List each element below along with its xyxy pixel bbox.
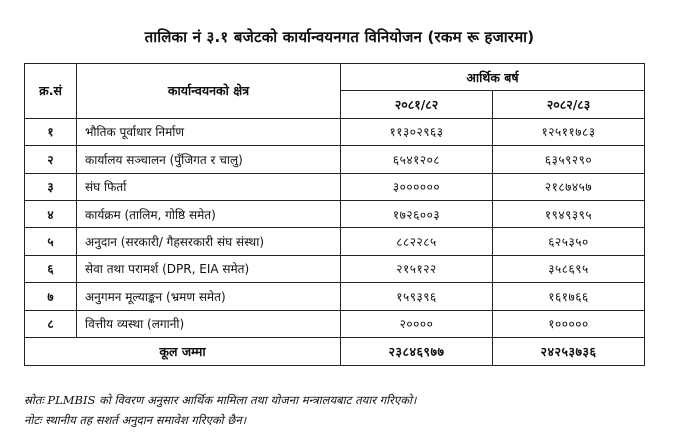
row-year-1-amount: ६५४१२०८ [341, 146, 493, 173]
row-year-1-amount: २०००० [341, 310, 493, 337]
row-year-2-amount: १६१७६६ [493, 283, 645, 310]
row-area: संघ फिर्ता [77, 173, 341, 200]
total-label: कूल जम्मा [25, 337, 341, 365]
row-area: भौतिक पूर्वाधार निर्माण [77, 118, 341, 145]
row-serial: २ [25, 146, 77, 173]
row-serial: ६ [25, 255, 77, 282]
row-year-2-amount: ६३५९२९० [493, 146, 645, 173]
row-serial: ८ [25, 310, 77, 337]
budget-allocation-table [24, 63, 645, 366]
table-row [25, 255, 645, 282]
header-year-2: २०८२/८३ [493, 91, 645, 118]
row-year-2-amount: २१८७४५७ [493, 173, 645, 200]
row-year-2-amount: १००००० [493, 310, 645, 337]
row-area: अनुगमन मूल्याङ्कन (भ्रमण समेत) [77, 283, 341, 310]
row-area: कार्यक्रम (तालिम, गोष्ठि समेत) [77, 200, 341, 227]
row-area: अनुदान (सरकारी/ गैहसरकारी संघ संस्था) [77, 228, 341, 255]
table-title: तालिका नं ३.१ बजेटको कार्यान्वयनगत विनियोजन (रकम रू हजारमा) [144, 28, 535, 46]
row-area: कार्यालय सञ्चालन (पुँजिगत र चालु) [77, 146, 341, 173]
row-serial: ४ [25, 200, 77, 227]
row-year-1-amount: २१५१२२ [341, 255, 493, 282]
row-serial: १ [25, 118, 77, 145]
table-row [25, 146, 645, 173]
row-area: वित्तीय व्यस्था (लगानी) [77, 310, 341, 337]
footnote: नोटः स्थानीय तह सशर्त अनुदान समावेश गरिएको छैन। [24, 413, 247, 427]
row-year-1-amount: ३०००००० [341, 173, 493, 200]
row-year-1-amount: ११३०२९६३ [341, 118, 493, 145]
table-row [25, 200, 645, 227]
table-row [25, 283, 645, 310]
total-year-2-amount: २४२५३७३६ [493, 337, 645, 365]
row-serial: ५ [25, 228, 77, 255]
row-serial: ३ [25, 173, 77, 200]
table-row [25, 228, 645, 255]
table-notes [24, 390, 664, 430]
row-year-2-amount: ६२५३५० [493, 228, 645, 255]
header-fiscal-year: आर्थिक बर्ष [341, 64, 645, 91]
row-year-2-amount: १२५११७८३ [493, 118, 645, 145]
table-row [25, 118, 645, 145]
header-serial: क्र.सं [25, 64, 77, 119]
row-year-2-amount: १९४९३९५ [493, 200, 645, 227]
row-year-1-amount: १५९३९६ [341, 283, 493, 310]
row-year-1-amount: १७२६००३ [341, 200, 493, 227]
row-serial: ७ [25, 283, 77, 310]
header-area: कार्यान्वयनको क्षेत्र [77, 64, 341, 119]
header-year-1: २०८१/८२ [341, 91, 493, 118]
table-row [25, 310, 645, 337]
row-area: सेवा तथा परामर्श (DPR, EIA समेत) [77, 255, 341, 282]
total-row [25, 337, 645, 365]
table-row [25, 173, 645, 200]
total-year-1-amount: २३८४६९७७ [341, 337, 493, 365]
row-year-1-amount: ८८२२८५ [341, 228, 493, 255]
source-note: स्रोतः PLMBIS को विवरण अनुसार आर्थिक मामिला तथा योजना मन्त्रालयबाट तयार गरिएको। [24, 393, 417, 407]
row-year-2-amount: ३५८६९५ [493, 255, 645, 282]
